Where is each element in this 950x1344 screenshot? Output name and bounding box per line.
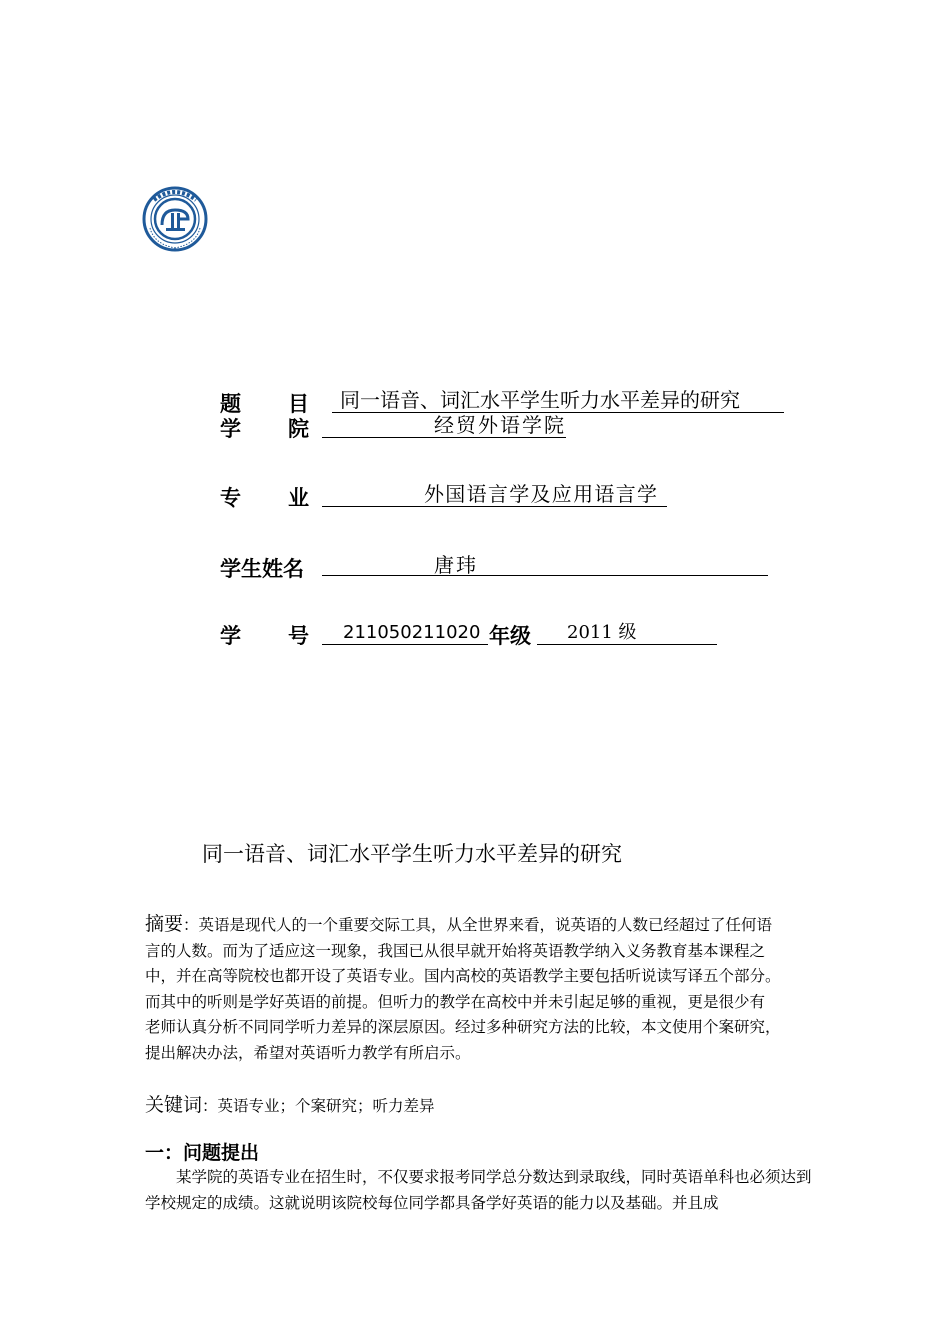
topic-value: 同一语音、词汇水平学生听力水平差异的研究	[340, 388, 740, 412]
name-label: 学生姓名	[220, 557, 304, 581]
university-logo	[142, 186, 208, 252]
grade-underline	[537, 644, 717, 645]
keywords	[145, 1090, 435, 1117]
abstract-line: 老师认真分析不同同学听力差异的深层原因。经过多种研究方法的比较，本文使用个案研究，	[145, 1018, 781, 1037]
grade-label: 年级	[489, 624, 531, 648]
abstract-line	[145, 912, 815, 939]
id-label-b: 号	[288, 624, 309, 648]
major-value: 外国语言学及应用语言学	[424, 482, 659, 506]
major-underline	[322, 506, 667, 507]
grade-value: 2011 级	[567, 622, 637, 643]
paper-title: 同一语音、词汇水平学生听力水平差异的研究	[202, 842, 622, 866]
college-label-b: 院	[288, 417, 309, 441]
major-label-b: 业	[288, 486, 309, 510]
abstract-line: 中，并在高等院校也都开设了英语专业。国内高校的英语教学主要包括听说读写译五个部分。	[145, 967, 781, 986]
abstract-text: ：英语是现代人的一个重要交际工具，从全世界来看，说英语的人数已经超过了任何语	[183, 916, 773, 934]
abstract-line: 言的人数。而为了适应这一现象，我国已从很早就开始将英语教学纳入义务教育基本课程之	[145, 941, 766, 960]
college-label-a: 学	[220, 417, 241, 441]
name-underline	[322, 575, 768, 576]
abstract-line: 提出解决办法，希望对英语听力教学有所启示。	[145, 1043, 471, 1062]
keywords-label: 关键词	[145, 1094, 203, 1116]
major-label-a: 专	[220, 486, 241, 510]
college-underline	[322, 437, 566, 438]
section-body: 某学院的英语专业在招生时，不仅要求报考同学总分数达到录取线，同时英语单科也必须达到学校规定的成绩。这就说明该院校每位同学都具备学好英语的能力以及基础。并且成	[145, 1168, 812, 1212]
abstract	[145, 912, 815, 1067]
id-underline	[322, 644, 488, 645]
topic-label-a: 题	[220, 392, 241, 416]
abstract-line: 而其中的听则是学好英语的前提。但听力的教学在高校中并未引起足够的重视，更是很少有	[145, 992, 766, 1011]
id-label-a: 学	[220, 624, 241, 648]
name-value: 唐玮	[434, 553, 478, 577]
abstract-label: 摘要	[145, 913, 184, 935]
keywords-text: ：英语专业；个案研究；听力差异	[202, 1097, 435, 1115]
student-id-value: 211050211020	[343, 622, 481, 643]
section-heading: 一：问题提出	[145, 1142, 260, 1164]
topic-label-b: 目	[288, 392, 309, 416]
college-value: 经贸外语学院	[434, 413, 566, 437]
